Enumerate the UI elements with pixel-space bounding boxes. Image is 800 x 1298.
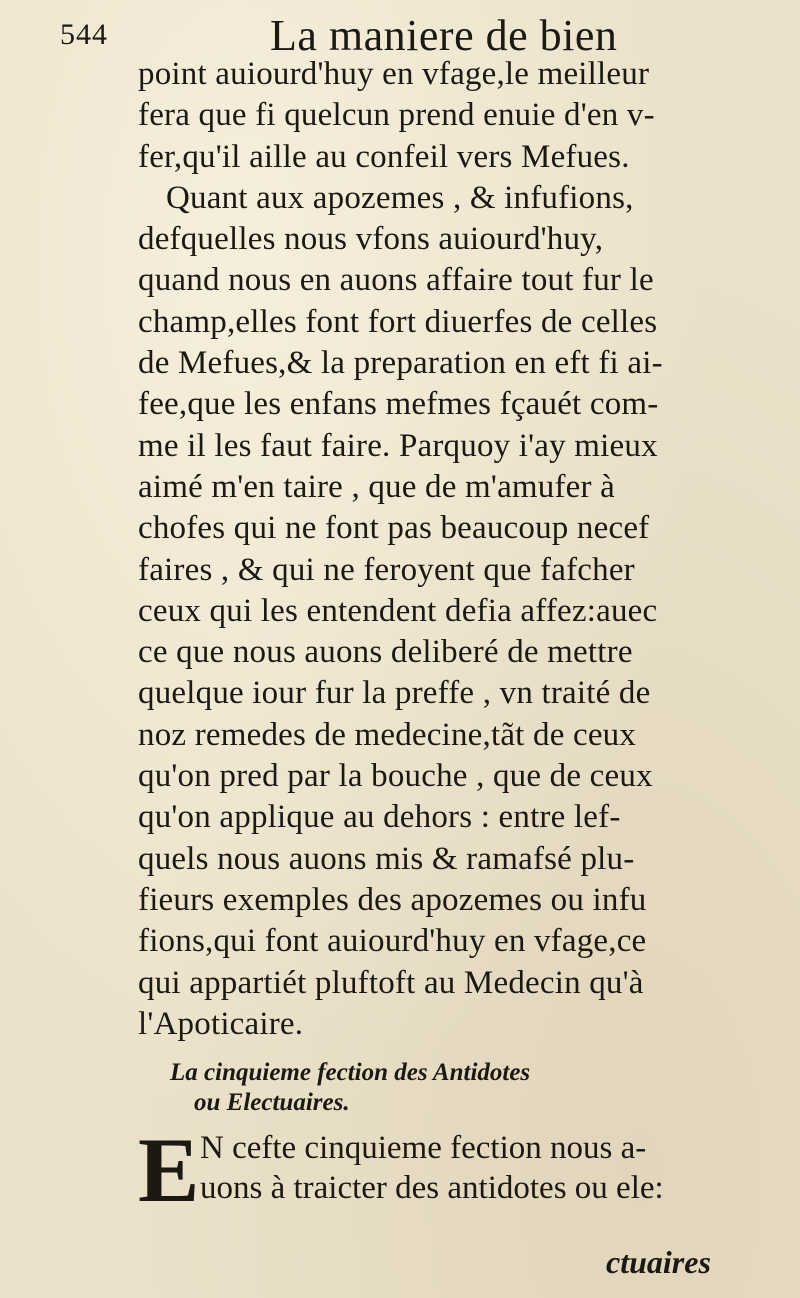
text-line: defquelles nous vfons auiourd'huy, [138, 221, 604, 258]
text-line: Quant aux apozemes , & infufions, [166, 179, 634, 216]
text-line: fieurs exemples des apozemes ou infu [138, 881, 647, 918]
section-title: La cinquieme fection des Antidotes [170, 1059, 531, 1086]
text-line: point auiourd'huy en vfage,le meilleur [138, 56, 650, 92]
text-line: fee,que les enfans mefmes fçauét com- [138, 386, 659, 423]
section-subtitle: ou Electuaires. [194, 1089, 350, 1116]
text-line: chofes qui ne font pas beaucoup necef [138, 510, 650, 547]
text-line: qu'on applique au dehors : entre lef- [138, 799, 621, 836]
section-body [138, 1119, 788, 1221]
text-line: ce que nous auons deliberé de mettre [138, 634, 633, 671]
body-text [138, 54, 788, 1045]
text-line: noz remedes de medecine,tãt de ceux [138, 716, 637, 753]
catchword: ctuaires [606, 1244, 711, 1280]
running-head: La maniere de bien [270, 11, 618, 60]
text-line: quelque iour fur la preffe , vn traité de [138, 675, 651, 712]
text-line: ceux qui les entendent defia affez:auec [138, 592, 658, 629]
text-line: champ,elles font fort diuerfes de celles [138, 303, 658, 340]
text-line: fer,qu'il aille au confeil vers Mefues. [138, 138, 630, 175]
text-line: uons à traicter des antidotes ou ele: [200, 1170, 664, 1206]
text-line: fions,qui font auiourd'huy en vfage,ce [138, 923, 647, 960]
text-line: qui appartiét pluftoft au Medecin qu'à [138, 964, 644, 1001]
text-line: faires , & qui ne feroyent que fafcher [138, 551, 635, 588]
text-line: me il les faut faire. Parquoy i'ay mieux [138, 427, 658, 464]
section-heading [170, 1058, 730, 1118]
page-number: 544 [60, 18, 108, 51]
text-line: de Mefues,& la preparation en eft fi ai- [138, 345, 663, 382]
text-line: l'Apoticaire. [138, 1005, 304, 1042]
text-line: qu'on pred par la bouche , que de ceux [138, 758, 653, 795]
text-line: quand nous en auons affaire tout fur le [138, 262, 654, 299]
drop-cap: E [138, 1119, 200, 1221]
text-line: aimé m'en taire , que de m'amufer à [138, 468, 616, 505]
text-line: quels nous auons mis & ramafsé plu- [138, 840, 635, 877]
text-line: N cefte cinquieme fection nous a- [200, 1130, 647, 1166]
text-line: fera que fi quelcun prend enuie d'en v- [138, 97, 655, 134]
